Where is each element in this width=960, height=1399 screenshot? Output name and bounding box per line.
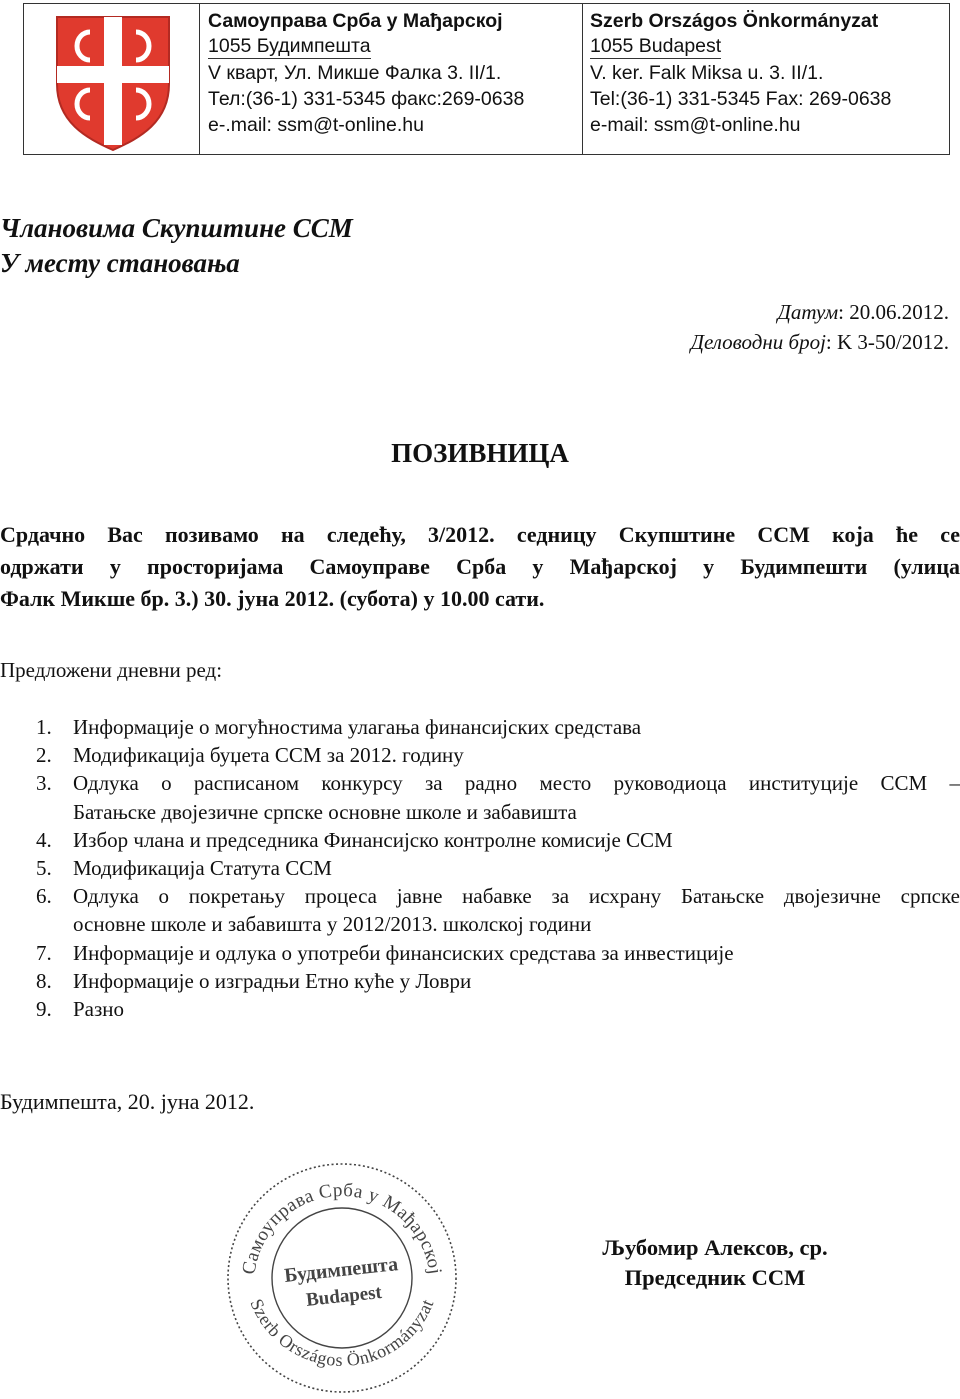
phone-hu: Tel:(36-1) 331-5345 Fax: 269-0638	[590, 88, 892, 110]
reference-line	[691, 330, 949, 355]
agenda-list	[0, 713, 960, 1023]
serbian-contact-block	[200, 4, 583, 154]
agenda-item: 4. Избор члана и председника Финансијско контролне комисије ССМ	[36, 827, 673, 852]
letterhead	[23, 3, 950, 155]
postal-hu: 1055 Budapest	[590, 35, 722, 57]
reference-label: Деловодни број	[690, 330, 826, 354]
agenda-item: 7. Информације и одлука о употреби финансиских средстава за инвестиције	[36, 940, 734, 965]
official-stamp	[222, 1158, 462, 1398]
email-sr: e-.mail: ssm@t-online.hu	[208, 114, 424, 136]
date-value: : 20.06.2012.	[838, 300, 949, 324]
recipient-line-1: Члановима Скупштине ССМ	[0, 213, 353, 243]
org-name-hu: Szerb Országos Önkormányzat	[590, 10, 879, 32]
invitation-line-1: Срдачно Вас позивамо на следећу, 3/2012. седницу Скупштине ССМ која ће се	[0, 522, 960, 547]
stamp-center-line-2: Budapest	[305, 1281, 383, 1311]
stamp-outer-bottom-text: Szerb Országos Önkormányzat	[246, 1295, 438, 1371]
coat-of-arms-icon	[54, 14, 172, 152]
phone-sr: Тел:(36-1) 331-5345 факс:269-0638	[208, 88, 525, 110]
agenda-item: 6. Одлука о покретању процеса јавне набавке за исхрану Батањске двојезичне српске основне школе и забавишта у 2012/2013. школској години	[36, 884, 960, 937]
stamp-outer-top-text: Самоуправа Срба у Мађарској	[238, 1179, 446, 1276]
place-and-date: Будимпешта, 20. јуна 2012.	[0, 1089, 255, 1114]
postal-sr: 1055 Будимпешта	[208, 35, 371, 57]
agenda-item: 9. Разно	[36, 997, 125, 1022]
street-sr: V кварт, Ул. Микше Фалка 3. II/1.	[208, 62, 502, 84]
date-line	[777, 300, 949, 325]
signatory-name: Љубомир Алексов, ср.	[602, 1235, 828, 1260]
signatory-role: Председник ССМ	[624, 1265, 806, 1290]
agenda-item: 2. Модификација буџета ССМ за 2012. годину	[36, 743, 464, 768]
email-hu: e-mail: ssm@t-online.hu	[590, 114, 801, 136]
agenda-item: 3. Одлука о расписаном конкурсу за радно место руководиоца институције ССМ – Батањске двојезичне српске основне школе и забавишта	[36, 771, 960, 824]
recipient-line-2: У месту становања	[0, 248, 240, 278]
agenda-heading: Предложени дневни ред:	[0, 658, 223, 682]
agenda-item: 5. Модификација Статута ССМ	[36, 856, 332, 881]
street-hu: V. ker. Falk Miksa u. 3. II/1.	[590, 62, 824, 84]
hungarian-contact-block	[583, 4, 949, 154]
document-title: ПОЗИВНИЦА	[391, 438, 569, 468]
invitation-line-3: Фалк Микше бр. 3.) 30. јуна 2012. (субота) у 10.00 сати.	[0, 586, 545, 611]
agenda-item: 1. Информације о могућностима улагања финансијских средстава	[36, 715, 642, 739]
agenda-item: 8. Информације о изградњи Етно куће у Ловри	[36, 968, 472, 993]
stamp-center-line-1: Будимпешта	[283, 1253, 400, 1287]
date-label: Датум	[777, 300, 839, 324]
signature-block	[560, 1233, 870, 1293]
reference-value: : K 3-50/2012.	[825, 330, 949, 354]
org-name-sr: Самоуправа Срба у Мађарској	[208, 10, 503, 32]
invitation-paragraph	[0, 519, 960, 615]
invitation-line-2: одржати у просторијама Самоуправе Срба у Мађарској у Будимпешти (улица	[0, 554, 960, 579]
logo-cell	[24, 4, 200, 154]
